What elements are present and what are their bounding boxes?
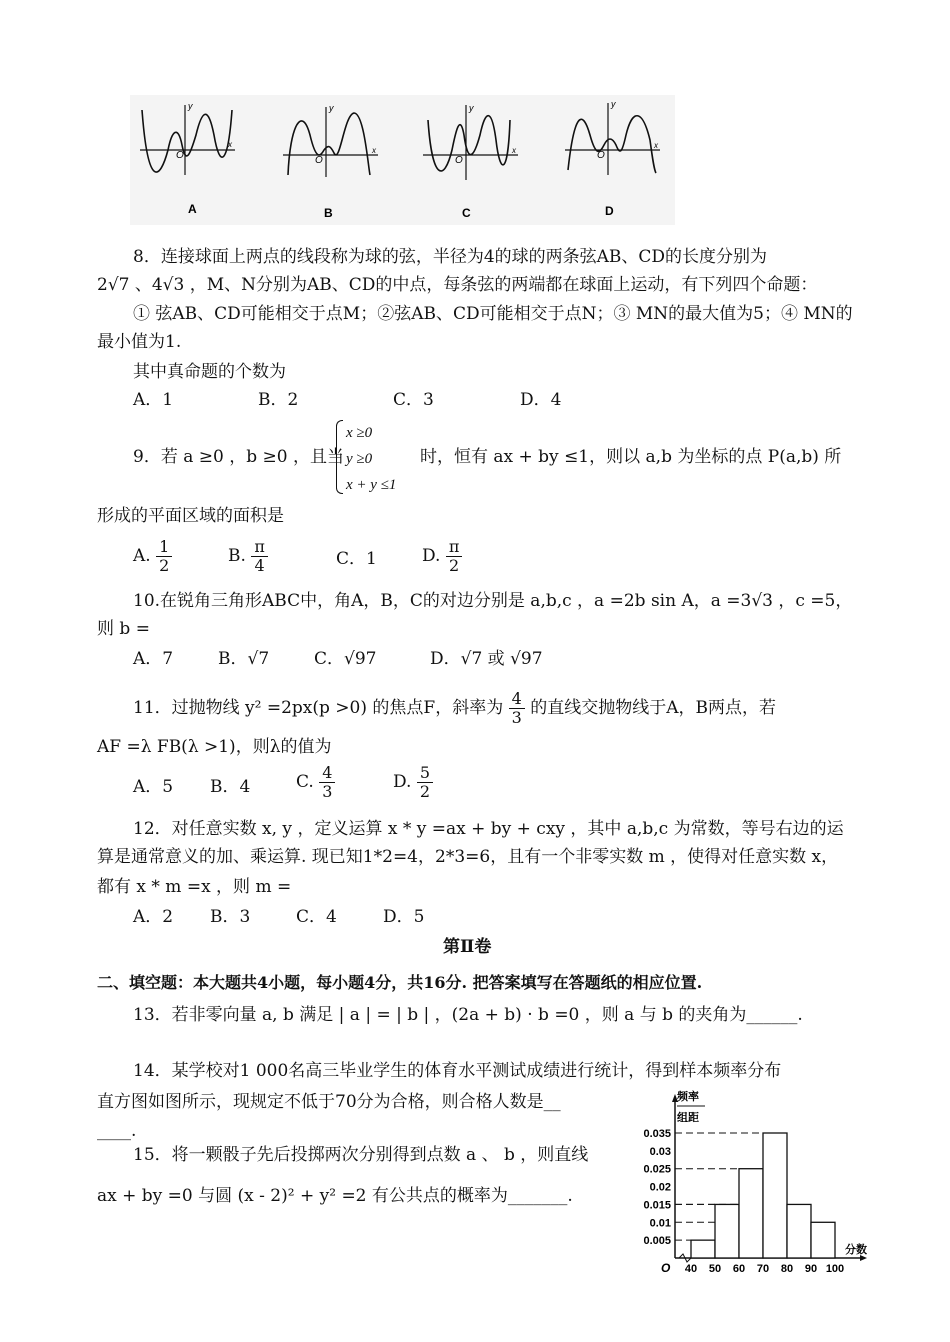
q15-line1: 15．将一颗骰子先后投掷两次分别得到点数 a 、 b ，则直线 [133, 1145, 589, 1165]
svg-text:O: O [455, 155, 463, 166]
q11-option-a: A．5 [133, 777, 174, 797]
y-axis-label-top: 频率 [677, 1091, 699, 1103]
svg-text:x: x [512, 146, 516, 155]
q8-option-b: B．2 [258, 390, 299, 410]
x-axis-label: 分数 [845, 1244, 867, 1256]
q8-line2: 2√7 、4√3 ，M、N分别为AB、CD的中点，每条弦的两端都在球面上运动，有下列四个命题： [97, 275, 818, 295]
q9-option-b: B. $\frac{\pi}{4}$ [228, 538, 268, 575]
y-tick-label: 0.015 [643, 1199, 671, 1212]
q9-option-a: A. $\frac{1}{2}$ [133, 538, 172, 575]
q11-option-c: C. $\frac{4}{3}$ [296, 764, 335, 801]
y-tick-label: 0.02 [649, 1181, 671, 1194]
origin-label-a: O [176, 150, 184, 161]
svg-text:O: O [597, 150, 605, 161]
q9-line2: 形成的平面区域的面积是 [97, 506, 284, 526]
q9-line1a: 9．若 a ≥0 ，b ≥0 ，且当 [133, 447, 344, 467]
q10-option-a: A．7 [133, 649, 174, 669]
svg-text:y: y [188, 101, 193, 111]
histogram-bar [691, 1240, 715, 1258]
q12-line1: 12．对任意实数 x, y ，定义运算 x * y =ax + by + cxy ，其中 a,b,c 为常数，等号右边的运 [133, 819, 844, 839]
y-axis-label-bottom: 组距 [677, 1112, 699, 1124]
svg-text:x: x [654, 141, 658, 150]
frequency-histogram [625, 1088, 875, 1288]
q14-line3: ____. [97, 1121, 137, 1141]
histogram-bar [715, 1204, 739, 1258]
q12-option-c: C．4 [296, 907, 337, 927]
x-tick-label: 80 [780, 1263, 794, 1275]
q11-line1: 11．过抛物线 y² =2px(p >0) 的焦点F，斜率为 $\frac{4}{3}$ 的直线交抛物线于A，B两点，若 [133, 689, 776, 727]
q10-option-d: D．√7 或 √97 [430, 649, 543, 669]
graph-label-a: A [188, 202, 197, 216]
histogram-bar [763, 1133, 787, 1258]
graph-label-c: C [462, 206, 471, 220]
svg-text:y: y [611, 99, 616, 109]
q14-line1: 14．某学校对1 000名高三毕业学生的体育水平测试成绩进行统计，得到样本频率分布 [133, 1061, 782, 1081]
q11-line2: AF =λ FB(λ >1)，则λ的值为 [97, 737, 332, 757]
y-tick-label: 0.025 [643, 1163, 671, 1176]
q8-line1: 8．连接球面上两点的线段称为球的弦，半径为4的球的两条弦AB、CD的长度分别为 [133, 247, 768, 267]
origin-label: O [661, 1261, 671, 1275]
y-tick-label: 0.005 [643, 1235, 671, 1248]
q12-option-a: A．2 [133, 907, 174, 927]
q8-line4: 最小值为1. [97, 332, 182, 352]
x-tick-label: 70 [756, 1263, 770, 1275]
x-tick-label: 90 [804, 1263, 818, 1275]
q8-line5: 其中真命题的个数为 [133, 362, 286, 382]
section-heading: 二、填空题：本大题共4小题，每小题4分，共16分. 把答案填写在答题纸的相应位置. [97, 973, 703, 992]
function-graphs [130, 95, 675, 230]
q12-option-d: D．5 [383, 907, 425, 927]
q8-option-d: D．4 [520, 390, 562, 410]
q8-option-a: A．1 [133, 390, 174, 410]
q11-option-d: D. $\frac{5}{2}$ [393, 764, 433, 801]
x-tick-label: 60 [732, 1263, 746, 1275]
svg-text:y: y [329, 103, 334, 113]
y-tick-label: 0.03 [649, 1145, 671, 1158]
graph-label-d: D [605, 204, 614, 218]
svg-text:O: O [315, 155, 323, 166]
q10-option-c: C．√97 [314, 649, 377, 669]
q9-brace [336, 420, 343, 494]
q9-system: x ≥0 y ≥0 x + y ≤1 [346, 425, 397, 493]
x-tick-label: 50 [708, 1263, 722, 1275]
q8-option-c: C．3 [393, 390, 434, 410]
graph-label-b: B [324, 206, 333, 220]
histogram-bar [787, 1204, 811, 1258]
q9-option-d: D. $\frac{\pi}{2}$ [422, 538, 462, 575]
x-tick-label: 40 [684, 1263, 698, 1275]
q13-text: 13．若非零向量 a, b 满足 | a | = | b | ，(2a + b) · b =0 ，则 a 与 b 的夹角为______. [133, 1005, 803, 1025]
q10-line1: 10.在锐角三角形ABC中，角A，B，C的对边分别是 a,b,c ，a =2b sin A，a =3√3 ，c =5， [133, 591, 853, 611]
svg-text:x: x [372, 146, 376, 155]
q10-option-b: B．√7 [218, 649, 270, 669]
svg-text:y: y [469, 103, 474, 113]
section-title: 第Ⅱ卷 [443, 937, 492, 957]
q15-line2: ax + by =0 与圆 (x - 2)² + y² =2 有公共点的概率为_______. [97, 1186, 573, 1206]
q8-line3: ① 弦AB、CD可能相交于点M；②弦AB、CD可能相交于点N；③ MN的最大值为5；④ MN的 [133, 304, 853, 324]
svg-text:x: x [228, 140, 232, 149]
q10-line2: 则 b = [97, 619, 150, 639]
q9-line1b: 时，恒有 ax + by ≤1，则以 a,b 为坐标的点 P(a,b) 所 [420, 447, 842, 467]
y-tick-label: 0.035 [643, 1128, 671, 1140]
q12-line3: 都有 x * m =x ，则 m = [97, 877, 292, 897]
q9-option-c: C．1 [336, 549, 377, 569]
x-tick-label: 100 [825, 1263, 845, 1275]
y-tick-label: 0.01 [649, 1217, 671, 1230]
q14-line2: 直方图如图所示，现规定不低于70分为合格，则合格人数是__ [97, 1092, 561, 1112]
q12-line2: 算是通常意义的加、乘运算. 现已知1*2=4，2*3=6，且有一个非零实数 m ，使得对任意实数 x， [97, 847, 839, 867]
q11-option-b: B．4 [210, 777, 251, 797]
histogram-bar [739, 1169, 763, 1258]
q12-option-b: B．3 [210, 907, 251, 927]
histogram-bar [811, 1222, 835, 1258]
